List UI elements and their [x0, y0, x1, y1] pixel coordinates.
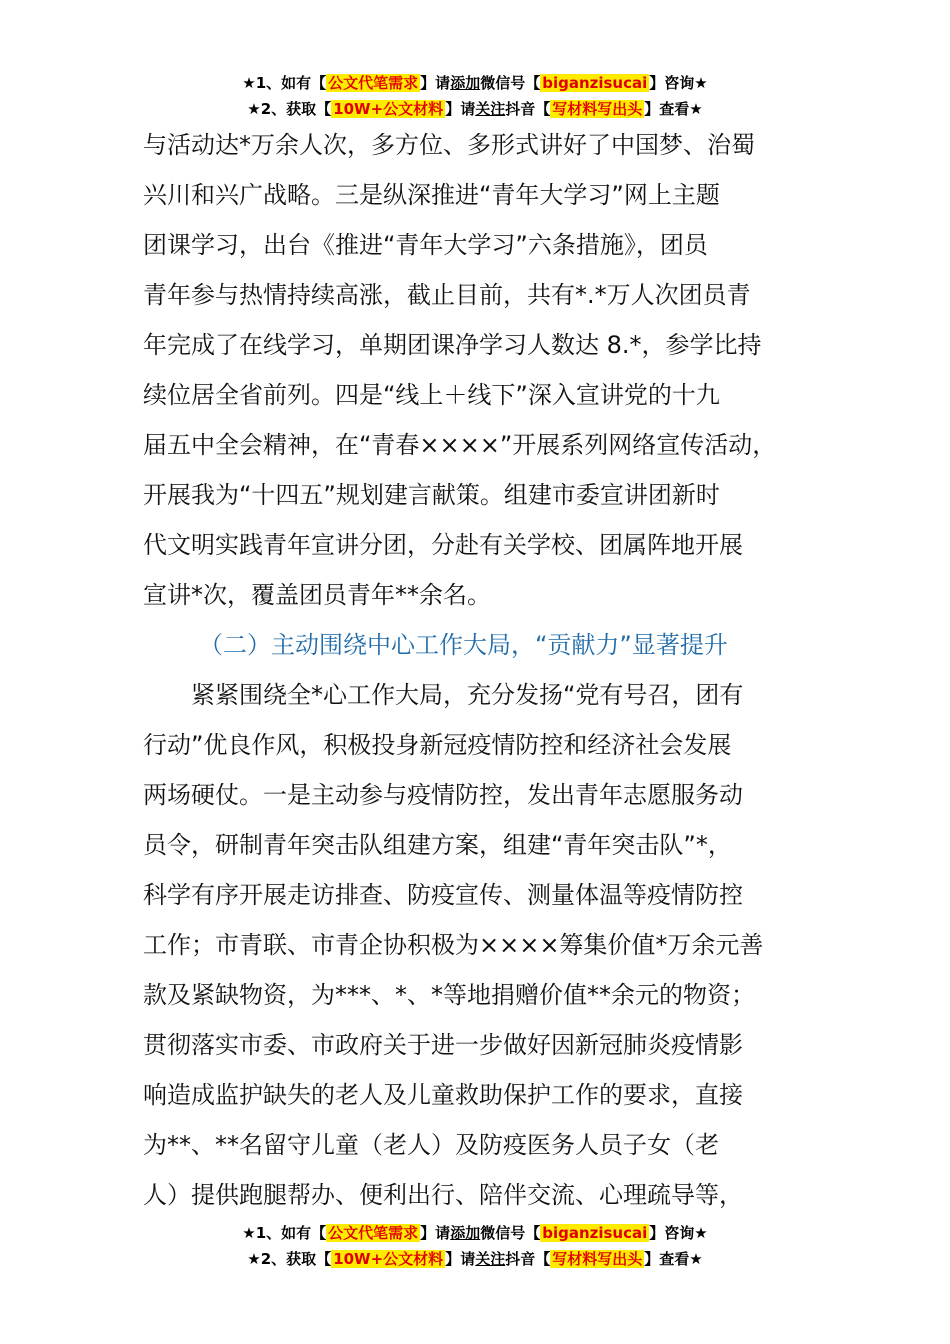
underline-add: 添加 — [450, 74, 481, 92]
text-line: 届五中全会精神，在“青春××××”开展系列网络宣传活动， — [143, 431, 777, 459]
banner-text: 微信号【 — [480, 74, 541, 92]
text-line: 款及紧缺物资，为***、*、*等地捐赠价值**余元的物资； — [143, 981, 755, 1009]
banner-row-1 — [0, 1220, 950, 1246]
text-line: 宣讲*次，覆盖团员青年**余名。 — [143, 581, 491, 609]
banner-text: 1、如有【 — [255, 1224, 327, 1242]
highlight-ghostwriting: 公文代笔需求 — [328, 1224, 419, 1242]
highlight-materials: 10W+公文材料 — [333, 1250, 444, 1268]
banner-text: 】咨询★ — [649, 74, 708, 92]
text-line: 年完成了在线学习，单期团课净学习人数达 8.*，参学比持 — [143, 331, 762, 359]
text-line: 团课学习，出台《推进“青年大学习”六条措施》，团员 — [143, 231, 708, 259]
banner-row-2 — [0, 96, 950, 122]
text-line: 为**、**名留守儿童（老人）及防疫医务人员子女（老 — [143, 1131, 719, 1159]
text-line: 响造成监护缺失的老人及儿童救助保护工作的要求，直接 — [143, 1081, 743, 1109]
banner-text: 抖音【 — [505, 1250, 551, 1268]
text-line: 青年参与热情持续高涨，截止目前，共有*.*万人次团员青 — [143, 281, 751, 309]
text-line: 行动”优良作风，积极投身新冠疫情防控和经济社会发展 — [143, 731, 732, 759]
banner-text: 】请 — [420, 1224, 451, 1242]
highlight-douyin: 写材料写出头 — [552, 1250, 643, 1268]
banner-text: 】查看★ — [644, 1250, 703, 1268]
banner-text: 】查看★ — [644, 100, 703, 118]
highlight-wechat-id: biganzisucai — [542, 74, 648, 92]
text-line: 员令，研制青年突击队组建方案，组建“青年突击队”*， — [143, 831, 732, 859]
text-line: 开展我为“十四五”规划建言献策。组建市委宣讲团新时 — [143, 481, 720, 509]
banner-text: 微信号【 — [480, 1224, 541, 1242]
highlight-ghostwriting: 公文代笔需求 — [328, 74, 419, 92]
paragraph-1 — [143, 120, 833, 620]
text-line: 兴川和兴广战略。三是纵深推进“青年大学习”网上主题 — [143, 181, 720, 209]
paragraph-2 — [143, 670, 833, 1220]
banner-text: 2、获取【 — [260, 1250, 332, 1268]
text-line: 紧紧围绕全*心工作大局，充分发扬“党有号召，团有 — [191, 681, 744, 709]
star-icon: ★ — [247, 1250, 261, 1268]
text-line: 两场硬仗。一是主动参与疫情防控，发出青年志愿服务动 — [143, 781, 743, 809]
text-line: 贯彻落实市委、市政府关于进一步做好因新冠肺炎疫情影 — [143, 1031, 743, 1059]
section-heading: （二）主动围绕中心工作大局，“贡献力”显著提升 — [199, 631, 728, 659]
underline-follow: 关注 — [475, 100, 506, 118]
banner-text: 】咨询★ — [649, 1224, 708, 1242]
text-line: 代文明实践青年宣讲分团，分赴有关学校、团属阵地开展 — [143, 531, 743, 559]
star-icon: ★ — [242, 1224, 256, 1242]
text-line: 科学有序开展走访排查、防疫宣传、测量体温等疫情防控 — [143, 881, 743, 909]
text-line: 人）提供跑腿帮办、便利出行、陪伴交流、心理疏导等， — [143, 1181, 743, 1209]
document-body — [143, 120, 833, 1220]
banner-text: 】请 — [445, 100, 476, 118]
star-icon: ★ — [247, 100, 261, 118]
text-line: 工作；市青联、市青企协积极为××××筹集价值*万余元善 — [143, 931, 764, 959]
banner-text: 】请 — [420, 74, 451, 92]
star-icon: ★ — [242, 74, 256, 92]
highlight-douyin: 写材料写出头 — [552, 100, 643, 118]
banner-text: 2、获取【 — [260, 100, 332, 118]
highlight-materials: 10W+公文材料 — [333, 100, 444, 118]
banner-text: 1、如有【 — [255, 74, 327, 92]
header-banner — [0, 70, 950, 122]
text-line: 与活动达*万余人次，多方位、多形式讲好了中国梦、治蜀 — [143, 131, 755, 159]
banner-row-1 — [0, 70, 950, 96]
banner-row-2 — [0, 1246, 950, 1272]
banner-text: 抖音【 — [505, 100, 551, 118]
underline-add: 添加 — [450, 1224, 481, 1242]
highlight-wechat-id: biganzisucai — [542, 1224, 648, 1242]
text-line: 续位居全省前列。四是“线上＋线下”深入宣讲党的十九 — [143, 381, 720, 409]
banner-text: 】请 — [445, 1250, 476, 1268]
footer-banner — [0, 1220, 950, 1272]
underline-follow: 关注 — [475, 1250, 506, 1268]
